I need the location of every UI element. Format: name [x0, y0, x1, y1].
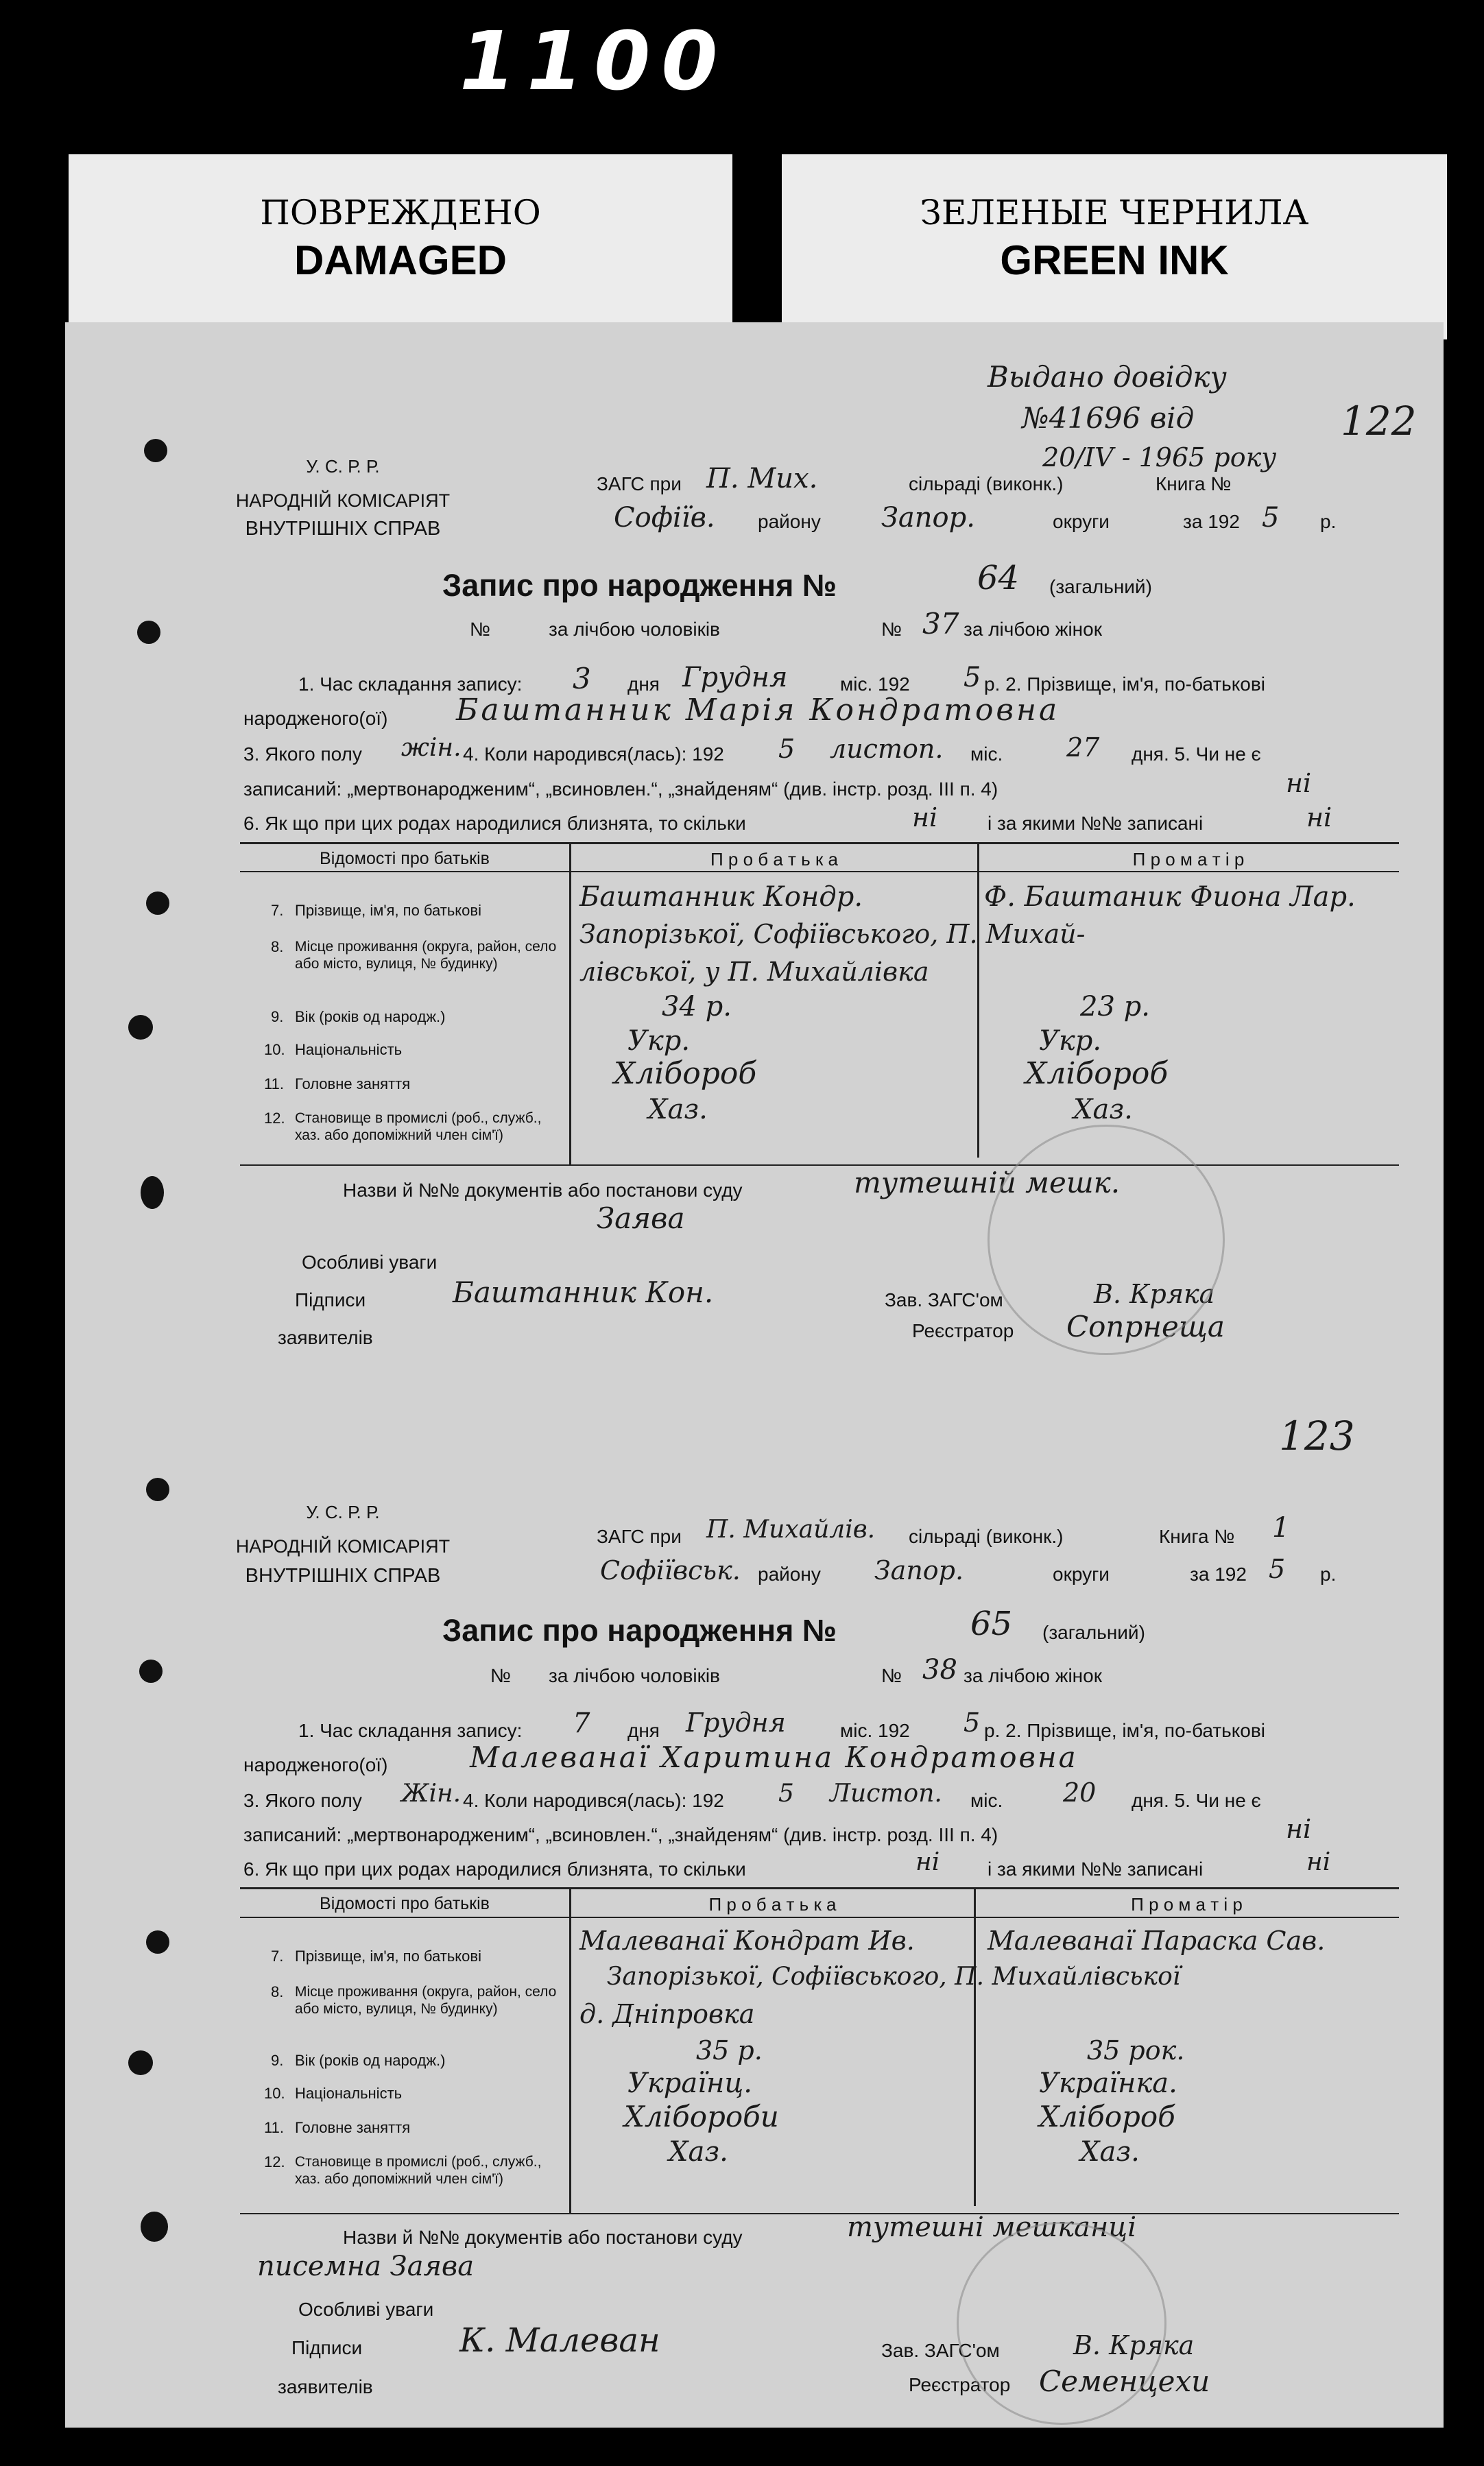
- row-label: Національність: [295, 1041, 403, 1058]
- birth-day-label: дня. 5. Чи не є: [1132, 1790, 1261, 1811]
- remarks-label: Особливі уваги: [298, 2299, 434, 2320]
- table-top-rule: [240, 1887, 1399, 1889]
- row-number: 12.: [264, 1110, 285, 1127]
- sex-value: Жін.: [401, 1780, 462, 1808]
- table-column-rule: [974, 1887, 976, 2206]
- count-women-label: за лічбою жінок: [964, 1665, 1102, 1686]
- row-number: 8.: [271, 938, 284, 955]
- book-value: 1: [1272, 1512, 1290, 1544]
- mother-cell: 35 рок.: [1087, 2035, 1185, 2066]
- birth-day-label: дня. 5. Чи не є: [1132, 743, 1261, 765]
- record-year: 5: [964, 662, 981, 693]
- row-number: 10.: [264, 1041, 285, 1058]
- birth-month-label: міс.: [970, 743, 1003, 765]
- record-month-label: міс. 192: [840, 673, 910, 695]
- punch-hole: [128, 2050, 153, 2075]
- zags-suffix: сільраді (виконк.): [909, 1526, 1064, 1547]
- signatures-label: Підписи: [291, 2337, 363, 2358]
- row-label: Головне заняття: [295, 2119, 411, 2136]
- mother-cell: Хаз.: [1073, 1094, 1133, 1125]
- marginal-note-line: №41696 від: [1022, 401, 1195, 435]
- twins-count: ні: [912, 802, 938, 833]
- record-month: Грудня: [686, 1708, 786, 1738]
- punch-hole: [141, 1176, 164, 1209]
- documents-label: Назви й №№ документів або постанови суду: [343, 1180, 743, 1201]
- count-men-prefix: №: [490, 1665, 512, 1686]
- record-number: 64: [977, 559, 1020, 597]
- declarants-label: заявителів: [278, 2376, 373, 2397]
- documents-label: Назви й №№ документів або постанови суду: [343, 2227, 743, 2248]
- year-label: за 192: [1183, 511, 1240, 532]
- district-label: району: [758, 511, 821, 532]
- birth-month-label: міс.: [970, 1790, 1003, 1811]
- record-time-label: 1. Час складання запису:: [298, 1720, 523, 1741]
- birth-month: Листоп.: [830, 1780, 942, 1808]
- republic-heading: У. С. Р. Р.: [306, 456, 380, 477]
- punch-hole: [128, 1015, 153, 1040]
- count-men-label: за лічбою чоловіків: [549, 619, 720, 640]
- row-label: Національність: [295, 2085, 403, 2102]
- documents-value: тутешні мешканці: [847, 2212, 1136, 2243]
- head-signature: В. Кряка: [1094, 1279, 1215, 1309]
- book-label: Книга №: [1156, 473, 1232, 494]
- mother-cell: Ф. Баштаник Фиона Лар.: [984, 881, 1356, 913]
- row-number: 9.: [271, 1008, 284, 1025]
- father-cell: 34 р.: [662, 991, 732, 1022]
- birth-day: 20: [1063, 1777, 1097, 1808]
- twins-records: ні: [1306, 1848, 1331, 1876]
- mother-cell: Хлібороб: [1039, 2100, 1175, 2133]
- row-number: 9.: [271, 2052, 284, 2069]
- birth-year: 5: [778, 1780, 794, 1808]
- row-label: Місце проживання (округа, район, село або місто, вулиця, № будинку): [295, 939, 557, 972]
- punch-hole: [139, 1660, 163, 1683]
- child-label: народженого(ої): [243, 1754, 388, 1775]
- punch-hole: [144, 439, 167, 462]
- okrug-label: округи: [1053, 1564, 1110, 1585]
- row-label: Прізвище, ім'я, по батькові: [295, 1948, 481, 1965]
- father-cell: 35 р.: [696, 2035, 763, 2066]
- count-women-prefix: №: [881, 619, 902, 640]
- birth-month: листоп.: [830, 734, 944, 764]
- table-head-father: П р о б а т ь к а: [708, 1894, 837, 1915]
- remarks-label: Особливі уваги: [302, 1252, 438, 1273]
- record-day: 7: [573, 1708, 590, 1739]
- count-men-prefix: №: [470, 619, 491, 640]
- row-number: 7.: [271, 902, 284, 919]
- republic-heading: У. С. Р. Р.: [306, 1502, 380, 1522]
- punch-hole: [146, 1930, 169, 1954]
- row-number: 11.: [264, 2119, 284, 2136]
- table-top-rule: [240, 842, 1399, 844]
- stillborn-value: ні: [1286, 768, 1312, 798]
- head-label: Зав. ЗАГС'ом: [885, 1289, 1003, 1310]
- head-label: Зав. ЗАГС'ом: [881, 2340, 1000, 2361]
- zags-prefix: ЗАГС при: [597, 473, 682, 494]
- record-name-label: р. 2. Прізвище, ім'я, по-батькові: [984, 673, 1265, 695]
- mother-cell: Українка.: [1039, 2068, 1177, 2099]
- okrug-label: округи: [1053, 511, 1110, 532]
- row-label: Місце проживання (округа, район, село або місто, вулиця, № будинку): [295, 1984, 557, 2017]
- record-number: 65: [970, 1605, 1013, 1643]
- okrug-value: Запор.: [881, 502, 975, 534]
- record-year: 5: [964, 1708, 981, 1738]
- table-column-rule: [569, 842, 571, 1164]
- page-number: 122: [1341, 398, 1417, 444]
- documents-value-2: писемна Заява: [257, 2251, 475, 2282]
- district-value: Софіївськ.: [600, 1555, 741, 1585]
- record-kind: (загальний): [1042, 1622, 1145, 1643]
- mother-cell: д. Дніпровка: [579, 1999, 755, 2029]
- year-suffix: р.: [1320, 1564, 1337, 1585]
- count-women-value: 38: [922, 1654, 957, 1686]
- damaged-label-en: DAMAGED: [294, 237, 507, 283]
- record-title: Запис про народження №: [442, 568, 837, 603]
- table-head-parents: Відомості про батьків: [320, 1894, 490, 1913]
- record-day-label: дня: [627, 1720, 660, 1741]
- declarant-signature: К. Малеван: [459, 2321, 660, 2360]
- table-head-parents: Відомості про батьків: [320, 849, 490, 868]
- record-name-label: р. 2. Прізвище, ім'я, по-батькові: [984, 1720, 1265, 1741]
- birth-label: 4. Коли народився(лась): 192: [463, 1790, 724, 1811]
- mother-cell: Хлібороб: [1025, 1056, 1169, 1091]
- year-value: 5: [1269, 1554, 1286, 1584]
- row-label: Становище в промислі (роб., служб., хаз. або допоміжний член сім'ї): [295, 2154, 542, 2187]
- twins-records: ні: [1306, 802, 1332, 833]
- stillborn-label: записаний: „мертвонародженим“, „всиновлен.“, „знайденям“ (див. інстр. розд. III п. 4): [243, 1824, 998, 1845]
- child-name: Баштанник Марія Кондратовна: [456, 693, 1060, 728]
- row-label: Прізвище, ім'я, по батькові: [295, 902, 481, 919]
- father-cell: Хаз.: [669, 2136, 728, 2168]
- row-number: 11.: [264, 1075, 284, 1092]
- registrar-label: Реєстратор: [909, 2374, 1011, 2395]
- birth-label: 4. Коли народився(лась): 192: [463, 743, 724, 765]
- head-signature: В. Кряка: [1073, 2330, 1195, 2360]
- child-name: Малеванаї Харитина Кондратовна: [470, 1740, 1078, 1774]
- commissariat-line2: ВНУТРІШНІХ СПРАВ: [245, 518, 441, 540]
- table-header-rule: [240, 871, 1399, 872]
- stillborn-value: ні: [1286, 1814, 1312, 1844]
- zags-value: П. Мих.: [706, 463, 818, 494]
- record-title: Запис про народження №: [442, 1613, 837, 1648]
- record-kind: (загальний): [1049, 576, 1152, 597]
- record-month-label: міс. 192: [840, 1720, 910, 1741]
- father-cell: Хлібороби: [624, 2100, 779, 2133]
- count-women-prefix: №: [881, 1665, 902, 1686]
- sex-label: 3. Якого полу: [243, 1790, 362, 1811]
- zags-suffix: сільраді (виконк.): [909, 473, 1064, 494]
- row-number: 8.: [271, 1983, 284, 2000]
- documents-value-2: Заява: [597, 1201, 685, 1235]
- birth-day: 27: [1066, 732, 1100, 763]
- book-label: Книга №: [1159, 1526, 1235, 1547]
- stillborn-label: записаний: „мертвонародженим“, „всиновлен.“, „знайденям“ (див. інстр. розд. III п. 4): [243, 778, 998, 800]
- frame-number: 1100: [459, 14, 729, 108]
- row-number: 7.: [271, 1948, 284, 1965]
- year-suffix: р.: [1320, 511, 1337, 532]
- table-header-rule: [240, 1917, 1399, 1918]
- count-women-label: за лічбою жінок: [964, 619, 1102, 640]
- table-column-rule: [569, 1887, 571, 2213]
- father-cell: Запорізької, Софіївського, П. Михайлівської: [607, 1963, 1181, 1991]
- documents-value: тутешній мешк.: [854, 1166, 1121, 1199]
- district-label: району: [758, 1564, 821, 1585]
- father-cell: Хлібороб: [614, 1056, 757, 1091]
- mother-cell: лівської, у П. Михайлівка: [579, 957, 929, 987]
- record-time-label: 1. Час складання запису:: [298, 673, 523, 695]
- mother-cell: Укр.: [1039, 1025, 1102, 1057]
- damaged-label-ru: ПОВРЕЖДЕНО: [260, 193, 541, 232]
- sex-value: жін.: [401, 734, 462, 762]
- table-head-mother: П р о м а т і р: [1131, 1894, 1243, 1915]
- signatures-label: Підписи: [295, 1289, 366, 1310]
- punch-hole: [146, 891, 169, 915]
- father-cell: Баштанник Кондр.: [579, 881, 863, 913]
- punch-hole: [141, 2212, 168, 2242]
- district-value: Софіїв.: [614, 502, 715, 534]
- marginal-note-line: Выдано довідку: [988, 360, 1227, 394]
- zags-prefix: ЗАГС при: [597, 1526, 682, 1547]
- table-column-rule: [977, 842, 979, 1158]
- marginal-note-line: 20/IV - 1965 року: [1042, 442, 1277, 472]
- twins-label: 6. Як що при цих родах народилися близнята, то скільки: [243, 813, 746, 834]
- father-cell: Українц.: [627, 2068, 753, 2099]
- row-number: 12.: [264, 2153, 285, 2170]
- table-head-mother: П р о м а т і р: [1132, 849, 1245, 870]
- child-label: народженого(ої): [243, 708, 388, 729]
- official-stamp: [957, 2222, 1166, 2425]
- punch-hole: [137, 621, 160, 644]
- father-cell: Хаз.: [648, 1094, 708, 1125]
- count-women-value: 37: [922, 607, 959, 641]
- year-value: 5: [1262, 502, 1280, 534]
- official-stamp: [988, 1125, 1225, 1355]
- twins-label: 6. Як що при цих родах народилися близнята, то скільки: [243, 1858, 746, 1880]
- record-month: Грудня: [682, 662, 788, 693]
- zags-value: П. Михайлів.: [706, 1516, 876, 1544]
- green-ink-label-card: [782, 154, 1447, 339]
- count-men-label: за лічбою чоловіків: [549, 1665, 720, 1686]
- birth-record-sheet-64: [65, 322, 1444, 1372]
- commissariat-line1: НАРОДНІЙ КОМІСАРІЯТ: [235, 490, 451, 511]
- twins-records-label: і за якими №№ записані: [988, 813, 1204, 834]
- green-ink-label-ru: ЗЕЛЕНЫЕ ЧЕРНИЛА: [920, 193, 1309, 232]
- table-bottom-rule: [240, 2213, 1399, 2214]
- twins-records-label: і за якими №№ записані: [988, 1858, 1204, 1880]
- registrar-signature: Семенцехи: [1039, 2365, 1210, 2398]
- okrug-value: Запор.: [874, 1555, 964, 1585]
- commissariat-line1: НАРОДНІЙ КОМІСАРІЯТ: [235, 1536, 451, 1557]
- record-day-label: дня: [627, 673, 660, 695]
- mother-cell: Малеванаї Параска Сав.: [988, 1926, 1326, 1956]
- registrar-signature: Сопрнеща: [1066, 1310, 1225, 1343]
- declarants-label: заявителів: [278, 1327, 373, 1348]
- green-ink-label-en: GREEN INK: [1000, 237, 1229, 283]
- father-cell: Запорізької, Софіївського, П. Михай-: [579, 919, 1086, 949]
- father-cell: Малеванаї Кондрат Ив.: [579, 1926, 915, 1956]
- sex-label: 3. Якого полу: [243, 743, 362, 765]
- row-label: Становище в промислі (роб., служб., хаз. або допоміжний член сім'ї): [295, 1110, 542, 1143]
- row-label: Вік (років од народж.): [295, 2052, 446, 2069]
- page-number: 123: [1279, 1413, 1355, 1459]
- row-label: Вік (років од народж.): [295, 1008, 446, 1025]
- birth-record-sheet-65: [65, 1372, 1444, 2428]
- row-number: 10.: [264, 2085, 285, 2102]
- declarant-signature: Баштанник Кон.: [453, 1276, 714, 1309]
- mother-cell: 23 р.: [1080, 991, 1150, 1022]
- year-label: за 192: [1190, 1564, 1247, 1585]
- table-bottom-rule: [240, 1164, 1399, 1166]
- registrar-label: Реєстратор: [912, 1320, 1014, 1341]
- father-cell: Укр.: [627, 1025, 691, 1057]
- punch-hole: [146, 1478, 169, 1501]
- birth-year: 5: [778, 734, 795, 764]
- commissariat-line2: ВНУТРІШНІХ СПРАВ: [245, 1565, 441, 1587]
- table-head-father: П р о б а т ь к а: [710, 849, 839, 870]
- mother-cell: Хаз.: [1080, 2136, 1140, 2168]
- row-label: Головне заняття: [295, 1075, 411, 1092]
- record-day: 3: [573, 662, 591, 695]
- twins-count: ні: [915, 1848, 940, 1876]
- damaged-label-card: [69, 154, 732, 339]
